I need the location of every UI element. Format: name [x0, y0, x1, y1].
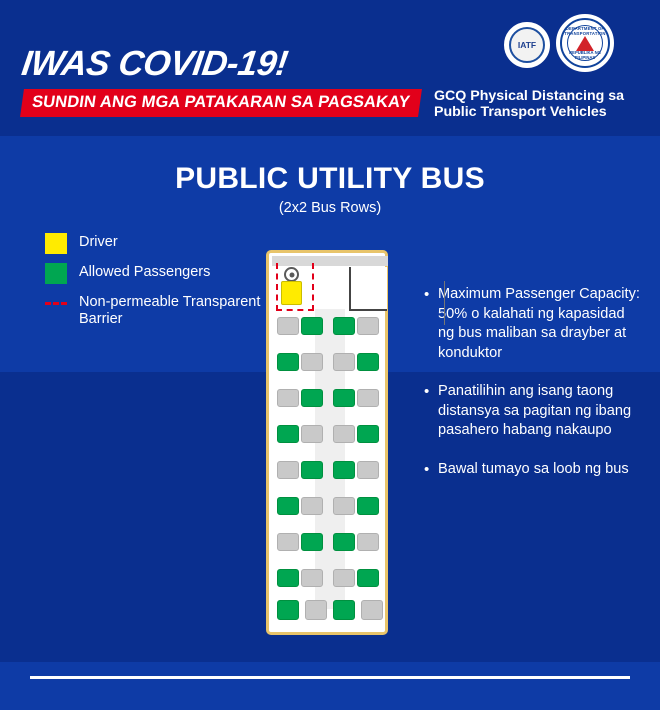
- bottom-band: [0, 662, 660, 710]
- gcq-caption-line2: Public Transport Vehicles: [434, 104, 607, 120]
- guideline-item-capacity: • Maximum Passenger Capacity: 50% o kalahati ng kapasidad ng bus maliban sa drayber at konduktor: [424, 285, 644, 363]
- bus-body: [266, 250, 388, 635]
- seat-r2-c1: [277, 353, 299, 371]
- seat-back-c1: [277, 600, 299, 620]
- bottom-divider: [30, 676, 630, 679]
- steering-wheel-icon: [284, 267, 299, 282]
- seat-r6-c3: [333, 497, 355, 515]
- page-headline: IWAS COVID-19!: [19, 44, 291, 83]
- bus-door-panel: [431, 281, 445, 325]
- seat-back-c4: [361, 600, 383, 620]
- seat-r6-c1: [277, 497, 299, 515]
- seat-r5-c1: [277, 461, 299, 479]
- seat-r1-c3: [333, 317, 355, 335]
- legend-swatch-passenger-icon: [45, 263, 67, 284]
- guidelines-list: [424, 285, 644, 498]
- legend-label-allowed-passengers: Allowed Passengers: [79, 264, 211, 280]
- legend-item-barrier: [45, 293, 275, 328]
- bus-back-row: [277, 600, 383, 622]
- seat-r3-c1: [277, 389, 299, 407]
- seat-back-c2: [305, 600, 327, 620]
- gcq-caption: [434, 88, 649, 120]
- legend-label-barrier: Non-permeable Transparent Barrier: [79, 294, 261, 327]
- dotr-logo-inner: [560, 18, 610, 68]
- seat-r6-c4: [357, 497, 379, 515]
- seat-r5-c2: [301, 461, 323, 479]
- guideline-item-no-standing: • Bawal tumayo sa loob ng bus: [424, 460, 644, 480]
- subheadline-banner: [20, 89, 422, 117]
- seat-r1-c2: [301, 317, 323, 335]
- seat-r2-c4: [357, 353, 379, 371]
- page-subtitle: (2x2 Bus Rows): [278, 200, 382, 216]
- page-title: PUBLIC UTILITY BUS: [175, 162, 485, 195]
- seat-r7-c3: [333, 533, 355, 551]
- legend-item-driver: [45, 233, 275, 254]
- dotr-logo-icon: [556, 14, 614, 72]
- seat-r8-c1: [277, 569, 299, 587]
- seat-back-c3: [333, 600, 355, 620]
- seat-r7-c2: [301, 533, 323, 551]
- driver-seat: [281, 281, 302, 305]
- seat-r2-c2: [301, 353, 323, 371]
- subheadline-text: SUNDIN ANG MGA PATAKARAN SA PAGSAKAY: [30, 93, 412, 111]
- seat-r4-c4: [357, 425, 379, 443]
- seat-r4-c2: [301, 425, 323, 443]
- bus-door: [349, 267, 387, 311]
- seat-r3-c3: [333, 389, 355, 407]
- seat-r5-c3: [333, 461, 355, 479]
- seat-r2-c3: [333, 353, 355, 371]
- legend-item-allowed-passengers: [45, 263, 275, 284]
- seat-r8-c3: [333, 569, 355, 587]
- seat-r4-c3: [333, 425, 355, 443]
- legend-swatch-barrier-icon: [45, 293, 67, 314]
- legend-swatch-driver-icon: [45, 233, 67, 254]
- legend: [45, 233, 275, 337]
- seat-r1-c4: [357, 317, 379, 335]
- dotr-logo-top-text: DEPARTMENT OF TRANSPORTATION: [564, 26, 606, 36]
- gcq-caption-line1: GCQ Physical Distancing sa: [434, 88, 625, 104]
- seat-r8-c2: [301, 569, 323, 587]
- seat-r8-c4: [357, 569, 379, 587]
- seat-r4-c1: [277, 425, 299, 443]
- seat-r3-c4: [357, 389, 379, 407]
- bus-seating-diagram: [266, 250, 388, 635]
- guideline-item-distance: • Panatilihin ang isang taong distansya sa pagitan ng ibang pasahero habang nakaupo: [424, 382, 644, 441]
- iatf-logo-icon: [504, 22, 550, 68]
- dotr-logo-bottom-text: REPUBLIKA NG PILIPINAS: [569, 50, 601, 60]
- seat-r7-c4: [357, 533, 379, 551]
- seat-r6-c2: [301, 497, 323, 515]
- seat-r7-c1: [277, 533, 299, 551]
- legend-label-driver: Driver: [79, 234, 118, 250]
- seat-r1-c1: [277, 317, 299, 335]
- seat-r3-c2: [301, 389, 323, 407]
- iatf-logo-inner: [509, 27, 545, 63]
- seat-r5-c4: [357, 461, 379, 479]
- iatf-logo-label: IATF: [517, 40, 537, 50]
